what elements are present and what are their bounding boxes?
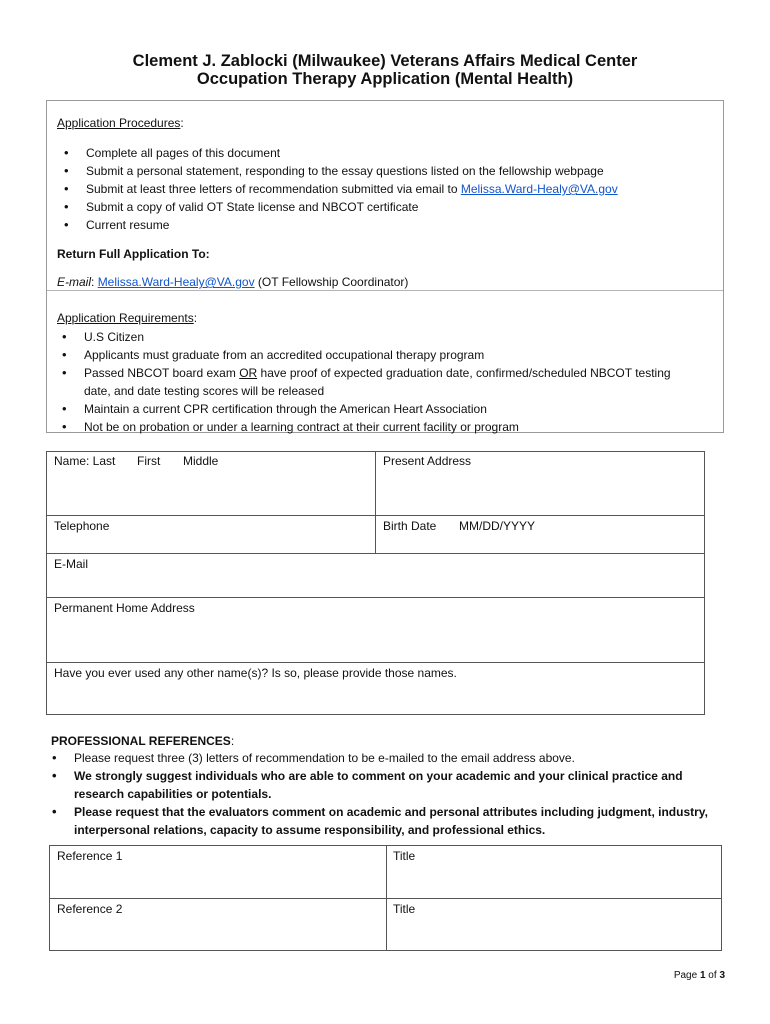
- procedures-heading: Application Procedures:: [57, 116, 184, 130]
- name-first-field[interactable]: First: [137, 454, 161, 468]
- requirement-item: • U.S Citizen: [56, 328, 671, 346]
- reference-1-title-field[interactable]: Title: [393, 849, 416, 863]
- birth-date-format: MM/DD/YYYY: [459, 519, 536, 533]
- requirement-item: • Maintain a current CPR certification through the American Heart Association: [56, 400, 671, 418]
- procedure-item: • Complete all pages of this document: [58, 144, 618, 162]
- present-address-field[interactable]: Present Address: [383, 454, 472, 468]
- name-last-field[interactable]: Name: Last: [54, 454, 116, 468]
- requirements-heading: Application Requirements:: [57, 311, 198, 325]
- reference-instruction: • We strongly suggest individuals who are able to comment on your academic and your clinical practice and research capabilities or potentials.: [46, 767, 708, 803]
- email-field[interactable]: E-Mail: [54, 557, 89, 571]
- reference-2-title-field[interactable]: Title: [393, 902, 416, 916]
- return-email-line: E-mail: Melissa.Ward-Healy@VA.gov (OT Fellowship Coordinator): [57, 275, 409, 289]
- section-divider: [47, 290, 723, 291]
- return-heading: Return Full Application To:: [57, 247, 210, 261]
- other-names-field[interactable]: Have you ever used any other name(s)? Is so, please provide those names.: [54, 666, 457, 680]
- procedure-item: • Submit a personal statement, responding to the essay questions listed on the fellowship webpage: [58, 162, 618, 180]
- procedure-item: • Submit at least three letters of recommendation submitted via email to Melissa.Ward-Healy@VA.gov: [58, 180, 618, 198]
- procedure-item: • Submit a copy of valid OT State license and NBCOT certificate: [58, 198, 618, 216]
- applicant-info-form: [46, 451, 705, 715]
- reference-instruction: • Please request three (3) letters of recommendation to be e-mailed to the email address above.: [46, 749, 708, 767]
- reference-1-field[interactable]: Reference 1: [57, 849, 123, 863]
- name-middle-field[interactable]: Middle: [183, 454, 219, 468]
- permanent-address-field[interactable]: Permanent Home Address: [54, 601, 195, 615]
- page-number: Page 1 of 3: [673, 970, 725, 981]
- references-heading: PROFESSIONAL REFERENCES:: [51, 734, 235, 748]
- coordinator-email-link[interactable]: Melissa.Ward-Healy@VA.gov: [460, 182, 618, 196]
- document-title-line-2: Occupation Therapy Application (Mental Health): [196, 70, 574, 88]
- requirements-list: [56, 328, 671, 436]
- document-title-line-1: Clement J. Zablocki (Milwaukee) Veterans Affairs Medical Center: [132, 52, 638, 70]
- procedures-requirements-box: [46, 100, 724, 433]
- return-email-link[interactable]: Melissa.Ward-Healy@VA.gov: [97, 275, 255, 289]
- references-list: [46, 749, 708, 839]
- telephone-field[interactable]: Telephone: [54, 519, 110, 533]
- birth-date-field[interactable]: Birth Date: [383, 519, 437, 533]
- procedures-list: [58, 144, 618, 234]
- references-table: [49, 845, 722, 951]
- procedure-item: • Current resume: [58, 216, 618, 234]
- requirement-item: • Passed NBCOT board exam OR have proof of expected graduation date, confirmed/scheduled NBCOT testing date, and date testing scores will be released: [56, 364, 671, 400]
- reference-instruction: • Please request that the evaluators comment on academic and personal attributes including judgment, industry, interpersonal relations, capacity to assume responsibility, and professional ethics.: [46, 803, 708, 839]
- reference-2-field[interactable]: Reference 2: [57, 902, 123, 916]
- requirement-item: • Not be on probation or under a learning contract at their current facility or program: [56, 418, 671, 436]
- requirement-item: • Applicants must graduate from an accredited occupational therapy program: [56, 346, 671, 364]
